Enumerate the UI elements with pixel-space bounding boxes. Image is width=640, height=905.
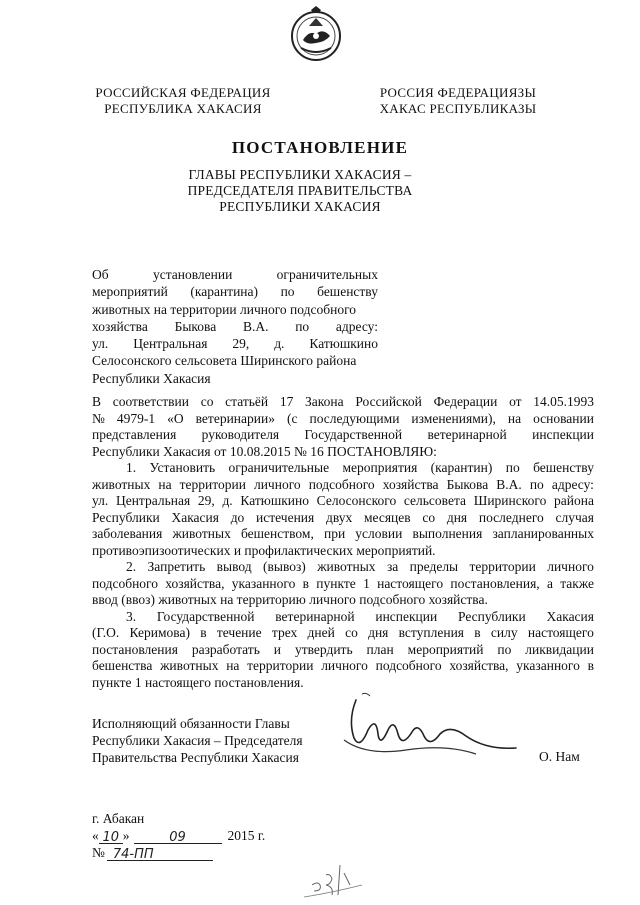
signatory-line-1: Исполняющий обязанности Главы	[92, 716, 290, 731]
word: хозяйства	[92, 318, 148, 334]
signatory-line-3: Правительства Республики Хакасия	[92, 750, 299, 765]
subject-line: Республики Хакасия	[92, 370, 211, 386]
date-close-quote: »	[122, 828, 130, 843]
date-month: 09	[134, 829, 222, 844]
word: В.А.	[242, 318, 269, 334]
number-line	[92, 844, 292, 861]
date-year: 2015 г.	[227, 828, 266, 843]
body-line: № 4979-1 «О ветеринарии» (с последующими изменениями), на основании	[92, 410, 594, 426]
body-line: 1. Установить ограничительные мероприятия (карантин) по бешенству	[126, 460, 594, 475]
body-line: 2. Запретить вывод (вывоз) животных за пределы территории личного	[126, 559, 594, 574]
body-line: 3. Государственной ветеринарной инспекции Республики Хакасия	[126, 608, 594, 624]
word: Быкова	[174, 318, 217, 334]
number-sign: №	[92, 845, 105, 860]
resolution-subject	[92, 266, 378, 387]
word: по	[280, 284, 295, 300]
word: бешенству	[317, 284, 378, 300]
word: Об	[92, 267, 109, 282]
subject-line	[92, 266, 378, 283]
word: (карантина)	[190, 284, 259, 300]
document-title: ПОСТАНОВЛЕНИЕ	[231, 138, 409, 157]
header-right-line-2: ХАКАС РЕСПУБЛИКАЗЫ	[379, 101, 537, 116]
handwritten-mark	[300, 855, 370, 900]
subtitle-line-3: РЕСПУБЛИКИ ХАКАСИЯ	[219, 199, 381, 214]
body-line: бешенства животных на территории личного подсобного хозяйства, указанного в	[92, 658, 594, 673]
word: ограничительных	[276, 267, 378, 282]
handwritten-signature	[326, 690, 526, 780]
signatory-line-2: Республики Хакасия – Председателя	[92, 733, 303, 748]
resolution-body	[92, 394, 594, 691]
body-line: пункте 1 настоящего постановления.	[92, 674, 304, 690]
document-footer	[92, 810, 292, 861]
signatory-title	[92, 715, 352, 766]
paragraph-3	[92, 609, 594, 692]
body-line: противоэпизоотических и профилактических мероприятий.	[92, 542, 436, 558]
word: 29,	[232, 336, 250, 352]
body-line: заболевания животных бешенством, при условии выполнения запланированных	[92, 526, 594, 541]
body-line: Республики Хакасия от 10.08.2015 № 16 ПОСТАНОВЛЯЮ:	[92, 443, 437, 459]
word: адресу:	[335, 318, 378, 334]
subtitle-line-1: ГЛАВЫ РЕСПУБЛИКИ ХАКАСИЯ –	[188, 167, 412, 182]
body-line: постановления разработать и утвердить план мероприятий по ликвидации	[92, 641, 594, 657]
body-line: В соответствии со статьёй 17 Закона Российской Федерации от 14.05.1993	[92, 394, 594, 409]
header-right-line-1: РОССИЯ ФЕДЕРАЦИЯЗЫ	[379, 85, 537, 100]
header-russia-khakas	[368, 85, 548, 117]
subject-line	[92, 283, 378, 300]
word: Центральная	[133, 336, 208, 352]
header-left-line-2: РЕСПУБЛИКА ХАКАСИЯ	[104, 101, 262, 116]
word: ул.	[92, 336, 109, 352]
city-line: г. Абакан	[92, 811, 145, 826]
header-left-line-1: РОССИЙСКАЯ ФЕДЕРАЦИЯ	[95, 85, 271, 100]
subject-line: Селосонского сельсовета Ширинского района	[92, 353, 357, 369]
word: по	[295, 318, 310, 334]
signatory-name: О. Нам	[539, 749, 580, 764]
subject-line	[92, 335, 378, 352]
coat-of-arms-emblem	[289, 6, 343, 64]
document-number: 74-ПП	[107, 846, 213, 861]
word: установлении	[152, 267, 233, 282]
body-line: представления руководителя Государственной ветеринарной инспекции	[92, 427, 594, 442]
date-line	[92, 827, 292, 844]
body-line: ул. Центральная 29, д. Катюшкино Селосонского сельсовета Ширинского района	[92, 493, 594, 508]
body-line: Республики Хакасия до истечения двух месяцев со дня последнего случая	[92, 509, 594, 525]
subject-line	[92, 318, 378, 335]
word: мероприятий	[92, 284, 168, 300]
word: Катюшкино	[309, 336, 378, 352]
header-russia-ru	[88, 85, 278, 117]
preamble-paragraph	[92, 394, 594, 460]
paragraph-1	[92, 460, 594, 559]
document-subtitle	[170, 167, 430, 215]
paragraph-2	[92, 559, 594, 609]
word: д.	[274, 336, 285, 352]
body-line: ввод (ввоз) животных на территорию личного подсобного хозяйства.	[92, 592, 488, 607]
date-open-quote: «	[92, 828, 99, 843]
date-day: 10	[99, 829, 123, 844]
body-line: подсобного хозяйства, указанного в пункте 1 настоящего постановления, а также	[92, 575, 594, 591]
body-line: (Г.О. Керимова) в течение трех дней со дня вступления в силу настоящего	[92, 625, 594, 640]
body-line: животных на территории личного подсобного хозяйства Быкова В.А. по адресу:	[92, 476, 594, 492]
subject-line: животных на территории личного подсобного	[92, 301, 357, 317]
subtitle-line-2: ПРЕДСЕДАТЕЛЯ ПРАВИТЕЛЬСТВА	[187, 183, 413, 198]
